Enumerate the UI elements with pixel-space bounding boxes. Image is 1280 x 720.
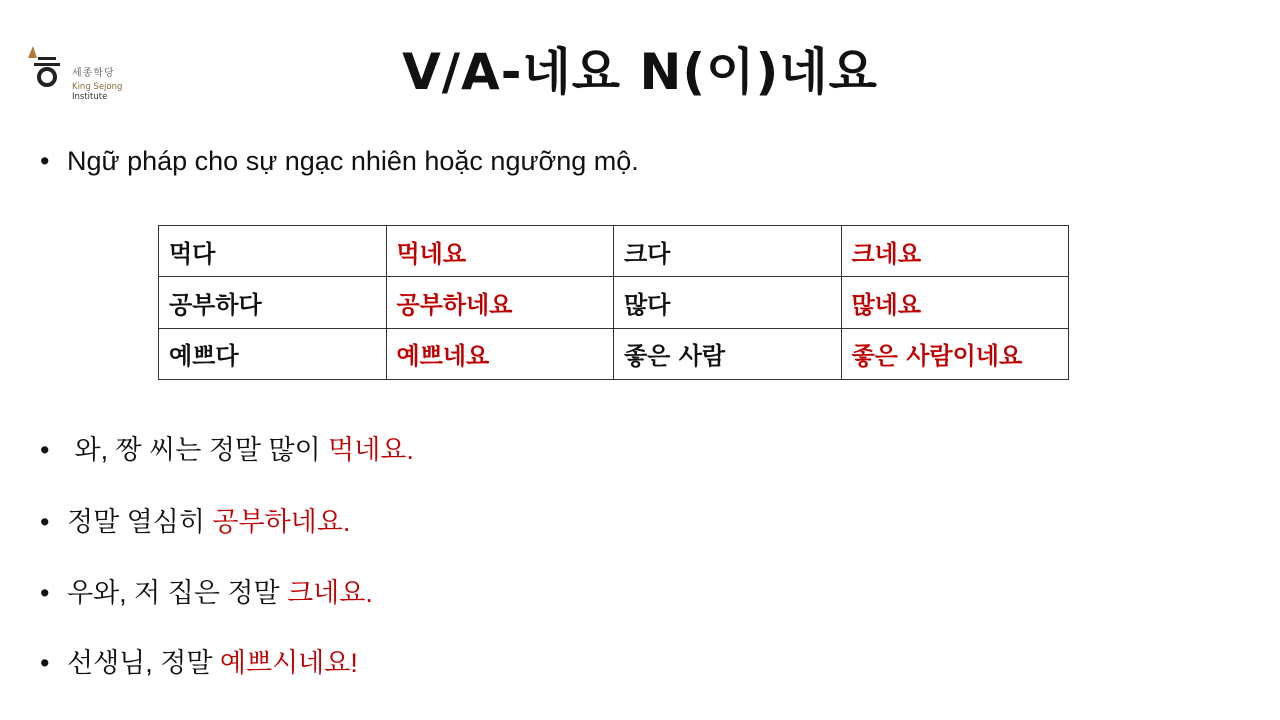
example-bullet [40,428,414,467]
base-form-cell: 많다 [614,277,842,328]
base-form-cell: 공부하다 [159,277,387,328]
table-row [159,277,1069,328]
example-highlight: 먹네요. [328,435,414,465]
example-highlight: 크네요. [287,578,373,608]
table-row [159,226,1069,277]
table-row [159,328,1069,379]
bullet-dot: • [40,435,50,465]
example-bullet [40,641,358,680]
base-form-cell: 예쁘다 [159,328,387,379]
example-bullet [40,571,373,610]
example-text: 정말 열심히 [67,507,213,537]
intro-bullet [40,146,639,177]
example-bullet [40,500,350,539]
conjugated-form-cell: 공부하네요 [386,277,614,328]
conjugated-form-cell: 먹네요 [386,226,614,277]
example-highlight: 공부하네요. [212,507,351,537]
logo-english-line1: King Sejong [72,82,123,92]
base-form-cell: 크다 [614,226,842,277]
conjugated-form-cell: 좋은 사람이네요 [841,328,1069,379]
conjugated-form-cell: 많네요 [841,277,1069,328]
bullet-dot: • [40,648,50,678]
logo-english-line2: Institute [72,92,108,102]
conjugated-form-cell: 예쁘네요 [386,328,614,379]
example-highlight: 예쁘시네요! [219,648,358,678]
base-form-cell: 좋은 사람 [614,328,842,379]
slide-title: V/A-네요 N(이)네요 [402,43,878,101]
logo-korean-text: 세종학당 [72,68,115,79]
conjugation-table [158,225,1069,380]
example-text: 선생님, 정말 [67,648,220,678]
example-text: 우와, 저 집은 정말 [67,578,288,608]
conjugated-form-cell: 크네요 [841,226,1069,277]
bullet-dot: • [40,146,50,176]
intro-text: Ngữ pháp cho sự ngạc nhiên hoặc ngưỡng mộ. [67,146,639,176]
base-form-cell: 먹다 [159,226,387,277]
example-text: 와, 짱 씨는 정말 많이 [67,435,329,465]
bullet-dot: • [40,578,50,608]
bullet-dot: • [40,507,50,537]
